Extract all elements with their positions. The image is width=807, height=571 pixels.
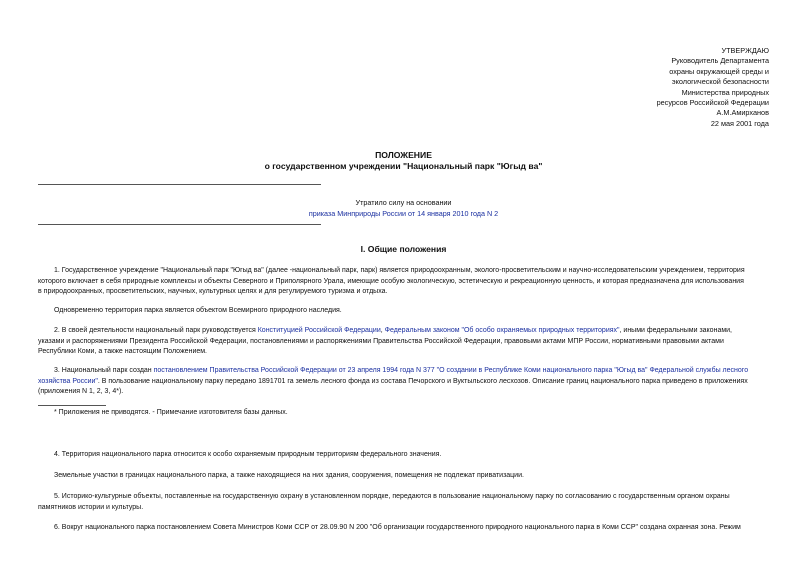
paragraph-line: в природоохранных, просветительских, научных, культурных целях и для регулируемого туризма и отдыха. (38, 288, 388, 296)
footnote (38, 408, 770, 419)
federal-law-link[interactable]: Федеральным законом "Об особо охраняемых природных территориях" (384, 327, 620, 334)
divider-top (38, 184, 321, 185)
paragraph-8 (38, 523, 770, 534)
repeal-order-link[interactable]: приказа Минприроды России от 14 января 2010 года N 2 (308, 209, 499, 218)
approval-stamp (619, 46, 769, 129)
paragraph-1 (38, 266, 770, 298)
paragraph-line: Одновременно территория парка является объектом Всемирного природного наследия. (54, 307, 342, 314)
paragraph-3 (38, 326, 770, 358)
government-decree-link-cont[interactable]: хозяйства России" (38, 377, 98, 385)
status-text: Утратило силу на основании (355, 198, 452, 207)
footnote-divider (38, 405, 106, 406)
paragraph-line: 5. Историко-культурные объекты, поставленные на государственную охрану в установленном порядке, передаются в пользование национальному парку по согласованию с государственным органом охраны (54, 493, 730, 500)
paragraph-line: Республики Коми, а также настоящим Положением. (38, 348, 208, 356)
government-decree-link[interactable]: постановлением Правительства Российской Федерации от 23 апреля 1994 года N 377 "О создании в Республике Коми национального парка "Югыд ва" Федеральной службы лесного (153, 367, 749, 374)
paragraph-line: памятников истории и культуры. (38, 503, 144, 511)
paragraph-4 (38, 366, 770, 398)
footnote-text: * Приложения не приводятся. - Примечание изготовителя базы данных. (54, 409, 288, 416)
paragraph-line (38, 326, 770, 337)
approval-line: А.М.Амирханов (716, 108, 769, 118)
text-run: , иными федеральными законами, (619, 327, 733, 334)
document-heading (0, 150, 807, 172)
paragraph-line: 4. Территория национального парка относится к особо охраняемым природным территориям федерального значения. (54, 451, 442, 458)
approval-line: Руководитель Департамента (671, 56, 769, 66)
text-run: 2. В своей деятельности национальный парк руководствуется (54, 327, 258, 334)
document-title: ПОЛОЖЕНИЕ (375, 150, 432, 160)
paragraph-2 (38, 306, 770, 317)
approval-line: экологической безопасности (671, 77, 769, 87)
divider-bottom (38, 224, 321, 225)
paragraph-line: указами и распоряжениями Президента Российской Федерации, постановлениями и распоряжениями Правительства Российской Федерации, правовыми актами МПР России, нормативными правовыми актами (38, 337, 724, 345)
document-subtitle: о государственном учреждении "Национальный парк "Югыд ва" (264, 161, 543, 171)
paragraph-line (38, 366, 770, 377)
paragraph-5 (38, 450, 770, 461)
paragraph-6 (38, 471, 770, 482)
paragraph-line: Земельные участки в границах национального парка, а также находящиеся на них здания, сооружения, помещения не подлежат приватизации. (54, 472, 524, 479)
paragraph-line (38, 377, 770, 388)
status-link-row (0, 208, 807, 220)
approval-line: Министерства природных (681, 87, 769, 97)
approval-line: УТВЕРЖДАЮ (721, 46, 769, 55)
approval-line: 22 мая 2001 года (710, 118, 769, 128)
paragraph-line: (приложения N 1, 2, 3, 4*). (38, 388, 124, 396)
text-run: 3. Национальный парк создан (54, 367, 154, 374)
approval-line: охраны окружающей среды и (669, 66, 769, 76)
section-heading: I. Общие положения (360, 244, 447, 254)
paragraph-line: 6. Вокруг национального парка постановлением Совета Министров Коми ССР от 28.09.90 N 200 "Об организации государственного природного национального парка в Коми ССР" создана охранная зона. Режим (54, 524, 741, 531)
text-run: . В пользование национальному парку передано 1891701 га земель лесного фонда из состава Печорского и Вуктыльского лесхозов. Описание границ национального парка приведено в приложениях (97, 377, 748, 385)
paragraph-7 (38, 492, 770, 513)
approval-line: ресурсов Российской Федерации (656, 98, 769, 108)
paragraph-line: 1. Государственное учреждение "Национальный парк "Югыд ва" (далее -национальный парк, парк) является природоохранным, эколого-просветительским и научно-исследовательским учреждением, территория (54, 267, 745, 274)
paragraph-line: которого включает в себя природные комплексы и объекты Северного и Приполярного Урала, имеющие особую экологическую, эстетическую и рекреационную ценность, и которая предназначена для использования (38, 277, 744, 285)
constitution-link[interactable]: Конституцией Российской Федерации (257, 327, 381, 334)
text-run: , (380, 327, 385, 334)
